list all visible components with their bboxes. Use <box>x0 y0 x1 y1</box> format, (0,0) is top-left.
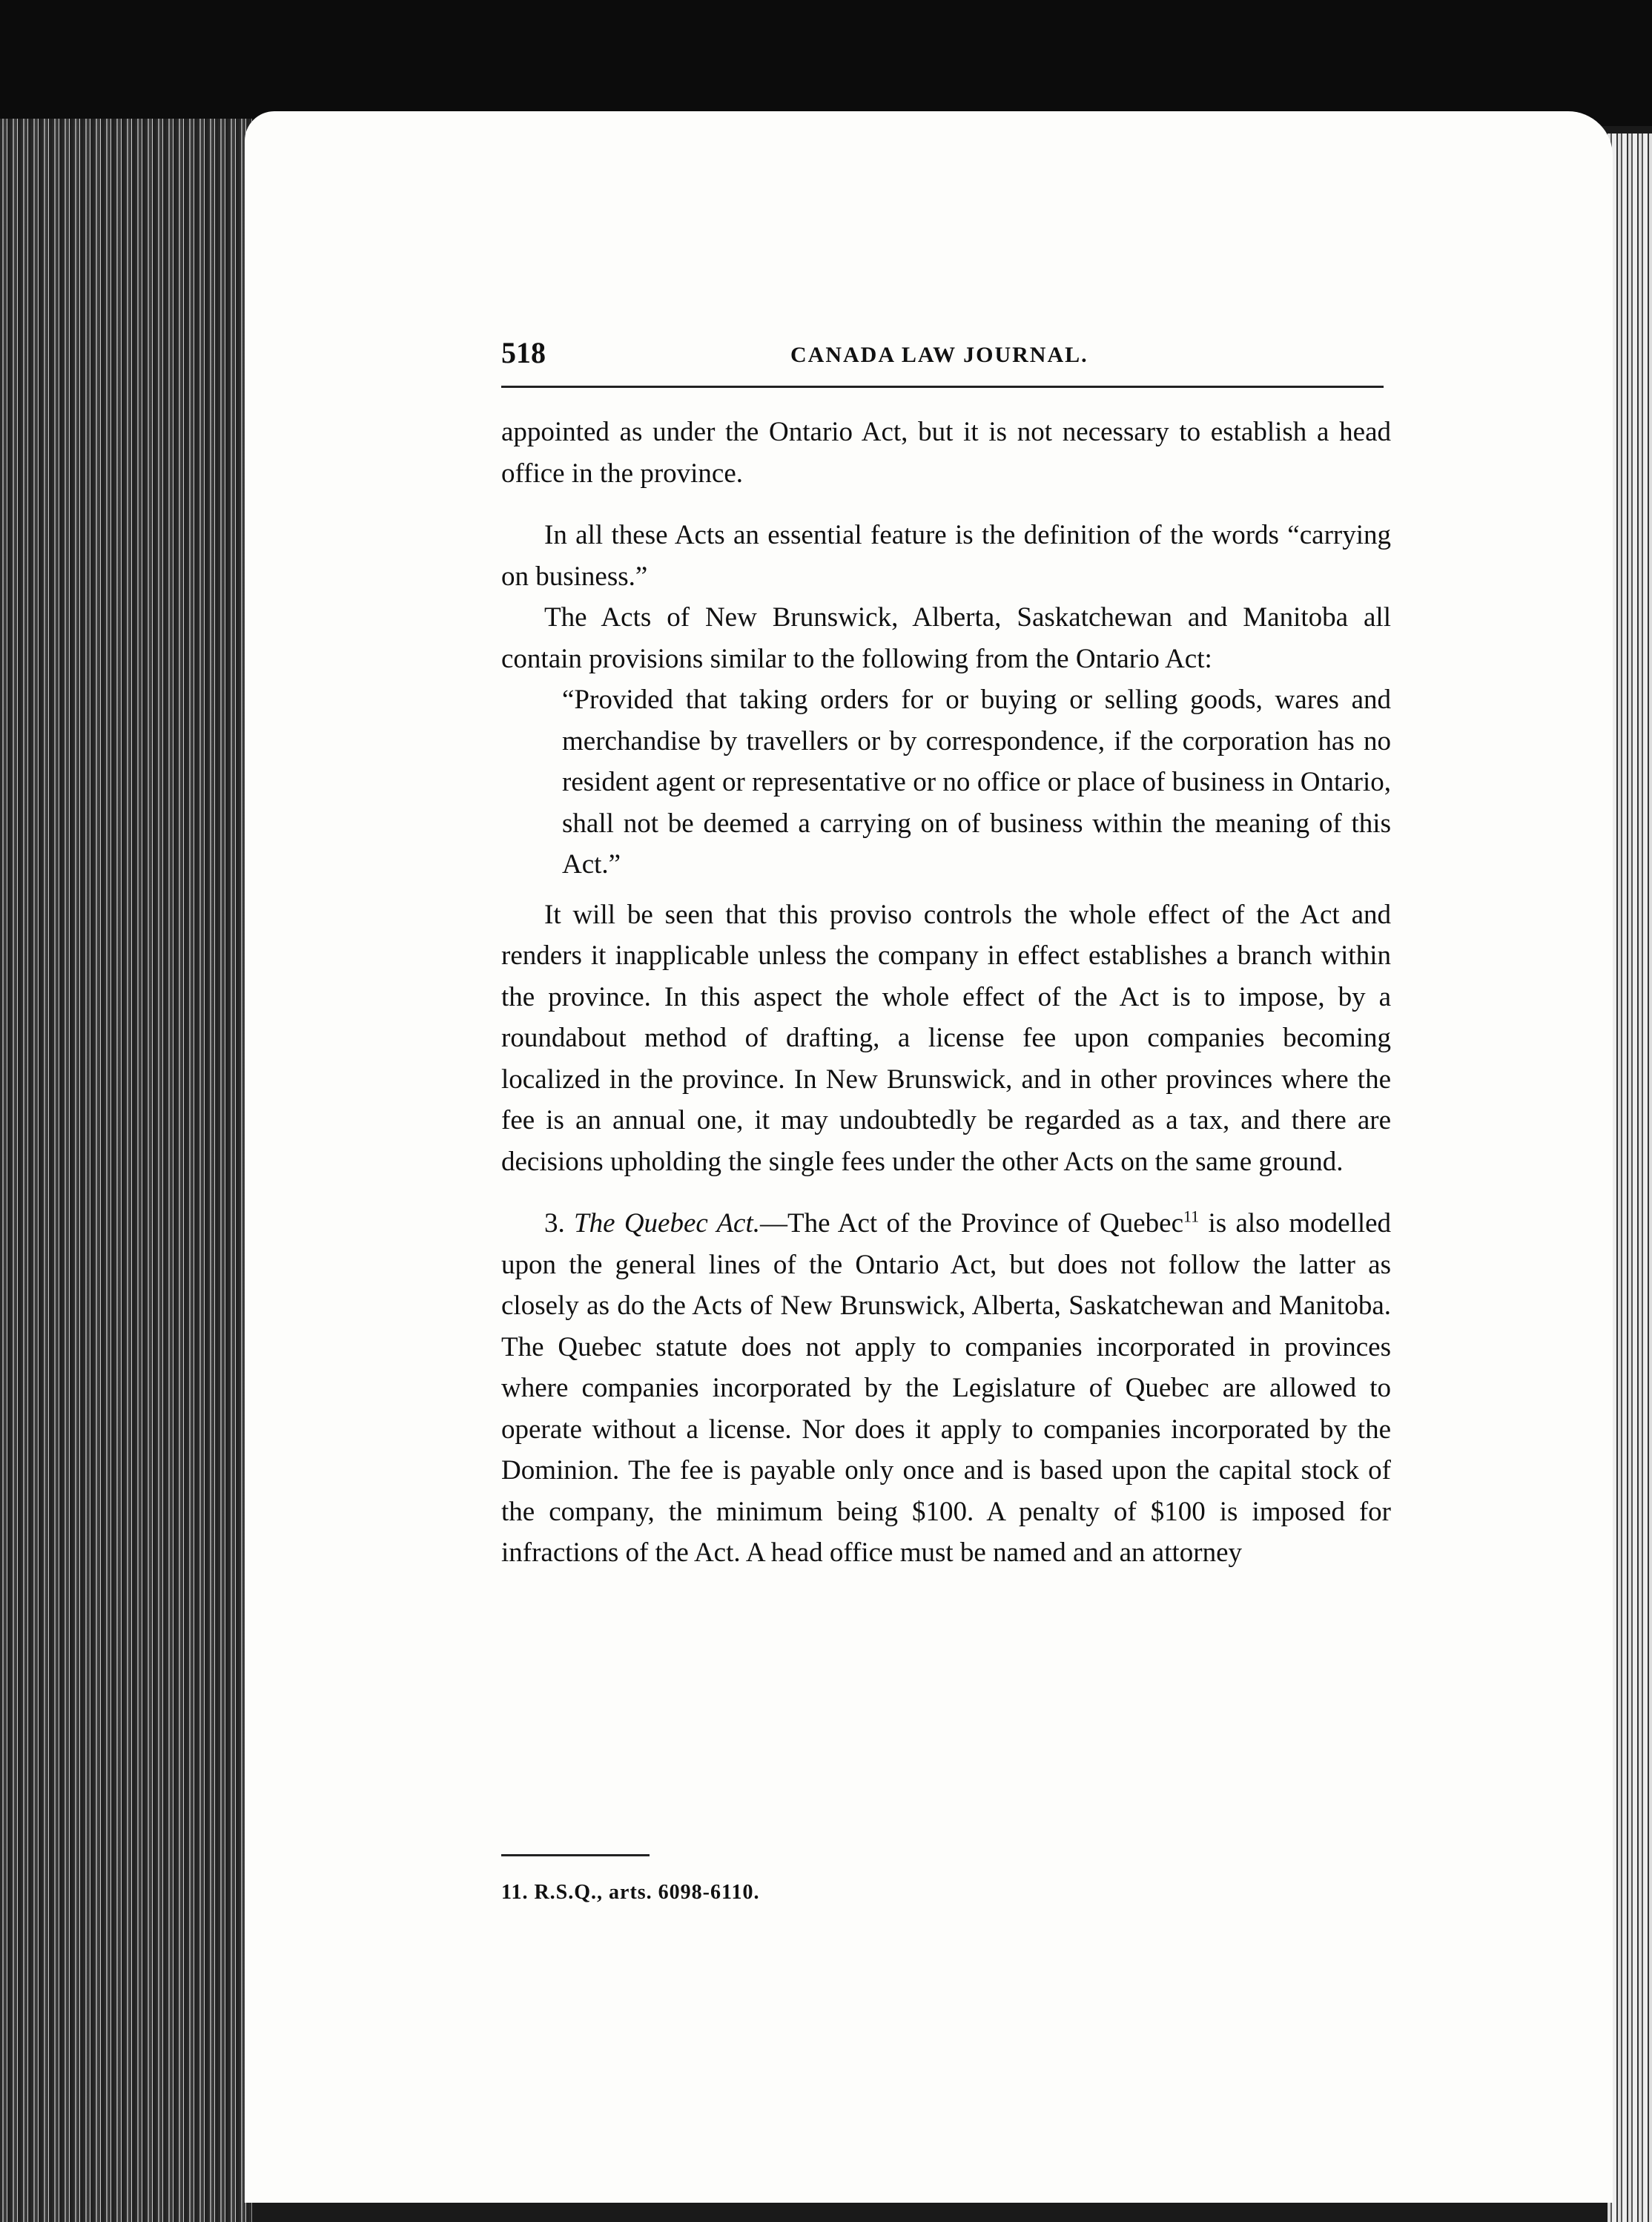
body-text <box>501 412 1391 1574</box>
section-heading: The Quebec Act. <box>574 1208 760 1239</box>
footnote-reference: 11 <box>1183 1207 1200 1226</box>
page-number: 518 <box>501 336 546 369</box>
paragraph: In all these Acts an essential feature is the definition of the words “carrying on business.” <box>501 520 1391 592</box>
section-number: 3. <box>544 1208 565 1239</box>
running-header <box>501 335 1384 380</box>
section-text: is also modelled upon the general lines of the Ontario Act, but does not follow the latter as closely as do the Acts of New Brunswick, Alberta, Saskatchewan and Manitoba. The Quebec statute does not apply to companies incorporated in provinces where companies incorporated by the Legislature of Quebec are allowed to operate without a license. Nor does it apply to companies incorporated by the Dominion. The fee is payable only once and is based upon the capital stock of the company, the minimum being $100. A penalty of $100 is imposed for infractions of the Act. A head office must be named and an attorney <box>501 1208 1392 1568</box>
book-spine-edge <box>0 119 252 2222</box>
block-quote: “Provided that taking orders for or buying or selling goods, wares and merchandise by travellers or by correspondence, if the corporation has no resident agent or representative or no office or place of business in Ontario, shall not be deemed a carrying on of business within the meaning of this Act.” <box>562 685 1391 880</box>
paragraph: The Acts of New Brunswick, Alberta, Saskatchewan and Manitoba all contain provisions similar to the following from the Ontario Act: <box>501 602 1391 674</box>
footnote: 11. R.S.Q., arts. 6098-6110. <box>501 1881 760 1904</box>
paragraph: It will be seen that this proviso controls the whole effect of the Act and renders it inapplicable unless the company in effect establishes a branch within the province. In this aspect the whole effect of the Act is to impose, by a roundabout method of drafting, a license fee upon companies becoming localized in the province. In New Brunswick, and in other provinces where the fee is an annual one, it may undoubtedly be regarded as a tax, and there are decisions upholding the single fees under the other Acts on the same ground. <box>501 899 1391 1177</box>
journal-title: CANADA LAW JOURNAL. <box>790 343 1088 367</box>
paragraph: appointed as under the Ontario Act, but it is not necessary to establish a head office in the province. <box>501 417 1391 489</box>
footnote-rule <box>501 1854 650 1856</box>
section-paragraph <box>501 1203 1391 1574</box>
scan-top-shadow <box>0 0 1652 126</box>
page-edge-right <box>1608 133 1652 2222</box>
section-lead: —The Act of the Province of Quebec <box>760 1208 1183 1239</box>
header-rule <box>501 386 1384 388</box>
